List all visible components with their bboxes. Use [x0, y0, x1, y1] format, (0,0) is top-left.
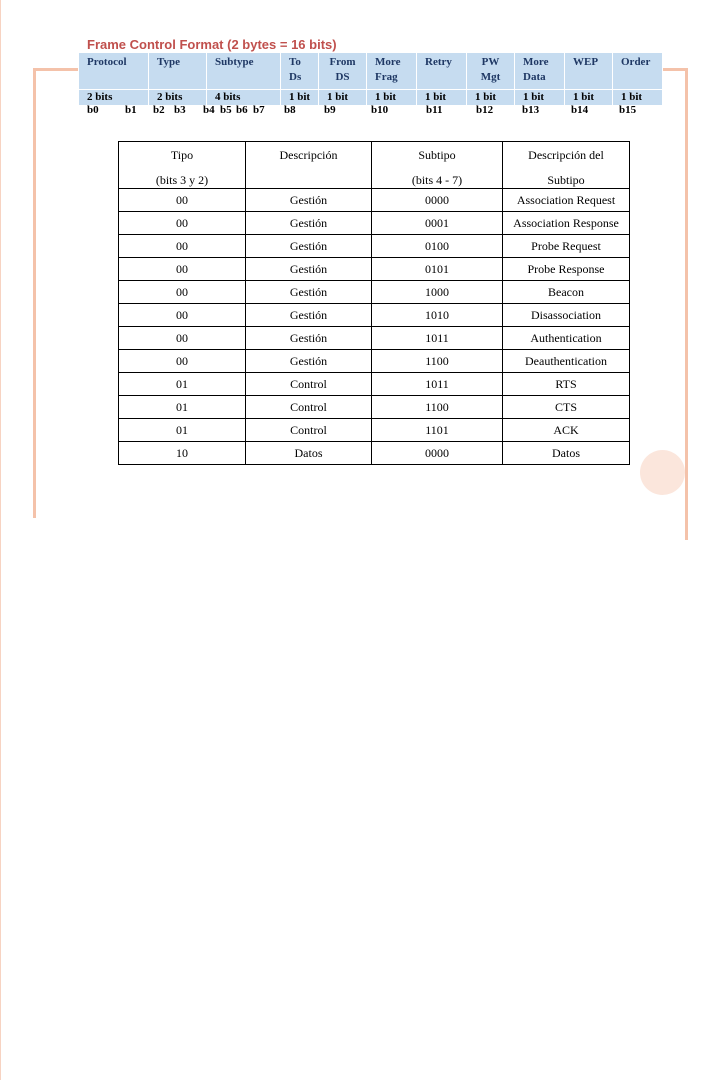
bit-position-label: b13: [522, 104, 540, 116]
field-subtype: Subtype: [207, 53, 281, 90]
cell-tipo: 00: [119, 350, 246, 373]
table-row: [119, 373, 630, 396]
cell-descripcion: Control: [246, 419, 372, 442]
field-pw-mgt: PW Mgt: [467, 53, 515, 90]
cell-subtipo: 1100: [372, 350, 503, 373]
cell-descripcion: Gestión: [246, 327, 372, 350]
cell-descripcion: Gestión: [246, 304, 372, 327]
bit-position-label: b2: [153, 104, 165, 116]
field-wep: WEP: [565, 53, 613, 90]
bit-position-label: b7: [253, 104, 265, 116]
frame-control-table: [78, 52, 663, 106]
cell-descripcion-subtipo: Deauthentication: [503, 350, 630, 373]
cell-tipo: 00: [119, 304, 246, 327]
cell-descripcion-subtipo: CTS: [503, 396, 630, 419]
table-row: [119, 235, 630, 258]
field-to-ds: To Ds: [281, 53, 319, 90]
bit-position-label: b12: [476, 104, 494, 116]
table-row: [119, 442, 630, 465]
cell-subtipo: 0101: [372, 258, 503, 281]
cell-subtipo: 1000: [372, 281, 503, 304]
cell-subtipo: 1101: [372, 419, 503, 442]
bits-more-data: 1 bit: [515, 90, 565, 106]
bit-position-label: b5: [220, 104, 232, 116]
cell-descripcion: Control: [246, 373, 372, 396]
bit-position-label: b6: [236, 104, 248, 116]
header-descripcion: Descripción: [246, 142, 372, 189]
cell-subtipo: 0001: [372, 212, 503, 235]
bit-position-label: b9: [324, 104, 336, 116]
bit-position-label: b4: [203, 104, 215, 116]
bit-position-label: b0: [87, 104, 99, 116]
bit-position-label: b11: [426, 104, 443, 116]
bits-wep: 1 bit: [565, 90, 613, 106]
bits-order: 1 bit: [613, 90, 663, 106]
field-from-ds: From DS: [319, 53, 367, 90]
bits-to-ds: 1 bit: [281, 90, 319, 106]
cell-descripcion: Gestión: [246, 258, 372, 281]
bits-from-ds: 1 bit: [319, 90, 367, 106]
frame-outer-line-1: [0, 0, 1, 540]
table-row: [119, 258, 630, 281]
cell-subtipo: 0100: [372, 235, 503, 258]
cell-tipo: 00: [119, 327, 246, 350]
cell-tipo: 00: [119, 281, 246, 304]
bit-position-label: b8: [284, 104, 296, 116]
frame-control-title: Frame Control Format (2 bytes = 16 bits): [87, 37, 337, 52]
frame-outer-line-2: [0, 540, 1, 1080]
cell-tipo: 01: [119, 373, 246, 396]
cell-descripcion-subtipo: Probe Request: [503, 235, 630, 258]
table-row: [119, 419, 630, 442]
cell-descripcion: Control: [246, 396, 372, 419]
cell-tipo: 00: [119, 258, 246, 281]
header-tipo: Tipo (bits 3 y 2): [119, 142, 246, 189]
bits-pw-mgt: 1 bit: [467, 90, 515, 106]
cell-tipo: 00: [119, 235, 246, 258]
cell-subtipo: 0000: [372, 189, 503, 212]
bit-position-label: b15: [619, 104, 637, 116]
bits-retry: 1 bit: [417, 90, 467, 106]
cell-tipo: 01: [119, 396, 246, 419]
cell-subtipo: 1010: [372, 304, 503, 327]
header-descripcion-subtipo: Descripción del Subtipo: [503, 142, 630, 189]
frame-left-line: [33, 68, 36, 518]
bits-type: 2 bits: [149, 90, 207, 106]
cell-subtipo: 1011: [372, 373, 503, 396]
bit-position-label: b14: [571, 104, 589, 116]
bits-subtype: 4 bits: [207, 90, 281, 106]
field-more-data: More Data: [515, 53, 565, 90]
cell-descripcion-subtipo: Association Request: [503, 189, 630, 212]
cell-tipo: 01: [119, 419, 246, 442]
table-row: [119, 281, 630, 304]
table-row: [119, 327, 630, 350]
decorative-circle: [640, 450, 685, 495]
frame-right-line: [685, 68, 688, 540]
cell-subtipo: 0000: [372, 442, 503, 465]
cell-descripcion-subtipo: Association Response: [503, 212, 630, 235]
frame-type-table: [118, 141, 630, 465]
frame-top-left-line: [33, 68, 78, 71]
cell-descripcion-subtipo: Disassociation: [503, 304, 630, 327]
bits-more-frag: 1 bit: [367, 90, 417, 106]
cell-tipo: 00: [119, 189, 246, 212]
cell-descripcion-subtipo: RTS: [503, 373, 630, 396]
cell-tipo: 00: [119, 212, 246, 235]
table-row: [119, 189, 630, 212]
table-row: [119, 350, 630, 373]
cell-descripcion: Gestión: [246, 189, 372, 212]
cell-descripcion-subtipo: Beacon: [503, 281, 630, 304]
cell-subtipo: 1100: [372, 396, 503, 419]
cell-descripcion-subtipo: Authentication: [503, 327, 630, 350]
table-row: [119, 212, 630, 235]
header-subtipo: Subtipo (bits 4 - 7): [372, 142, 503, 189]
cell-descripcion: Gestión: [246, 212, 372, 235]
table-row: [119, 396, 630, 419]
cell-descripcion: Gestión: [246, 281, 372, 304]
cell-descripcion: Datos: [246, 442, 372, 465]
cell-descripcion-subtipo: Probe Response: [503, 258, 630, 281]
field-protocol: Protocol: [79, 53, 149, 90]
cell-subtipo: 1011: [372, 327, 503, 350]
field-retry: Retry: [417, 53, 467, 90]
bit-position-label: b1: [125, 104, 137, 116]
cell-descripcion-subtipo: Datos: [503, 442, 630, 465]
bit-position-label: b3: [174, 104, 186, 116]
bits-protocol: 2 bits: [79, 90, 149, 106]
table-row: [119, 304, 630, 327]
cell-tipo: 10: [119, 442, 246, 465]
cell-descripcion-subtipo: ACK: [503, 419, 630, 442]
cell-descripcion: Gestión: [246, 235, 372, 258]
bit-position-label: b10: [371, 104, 389, 116]
field-type: Type: [149, 53, 207, 90]
field-more-frag: More Frag: [367, 53, 417, 90]
cell-descripcion: Gestión: [246, 350, 372, 373]
field-order: Order: [613, 53, 663, 90]
